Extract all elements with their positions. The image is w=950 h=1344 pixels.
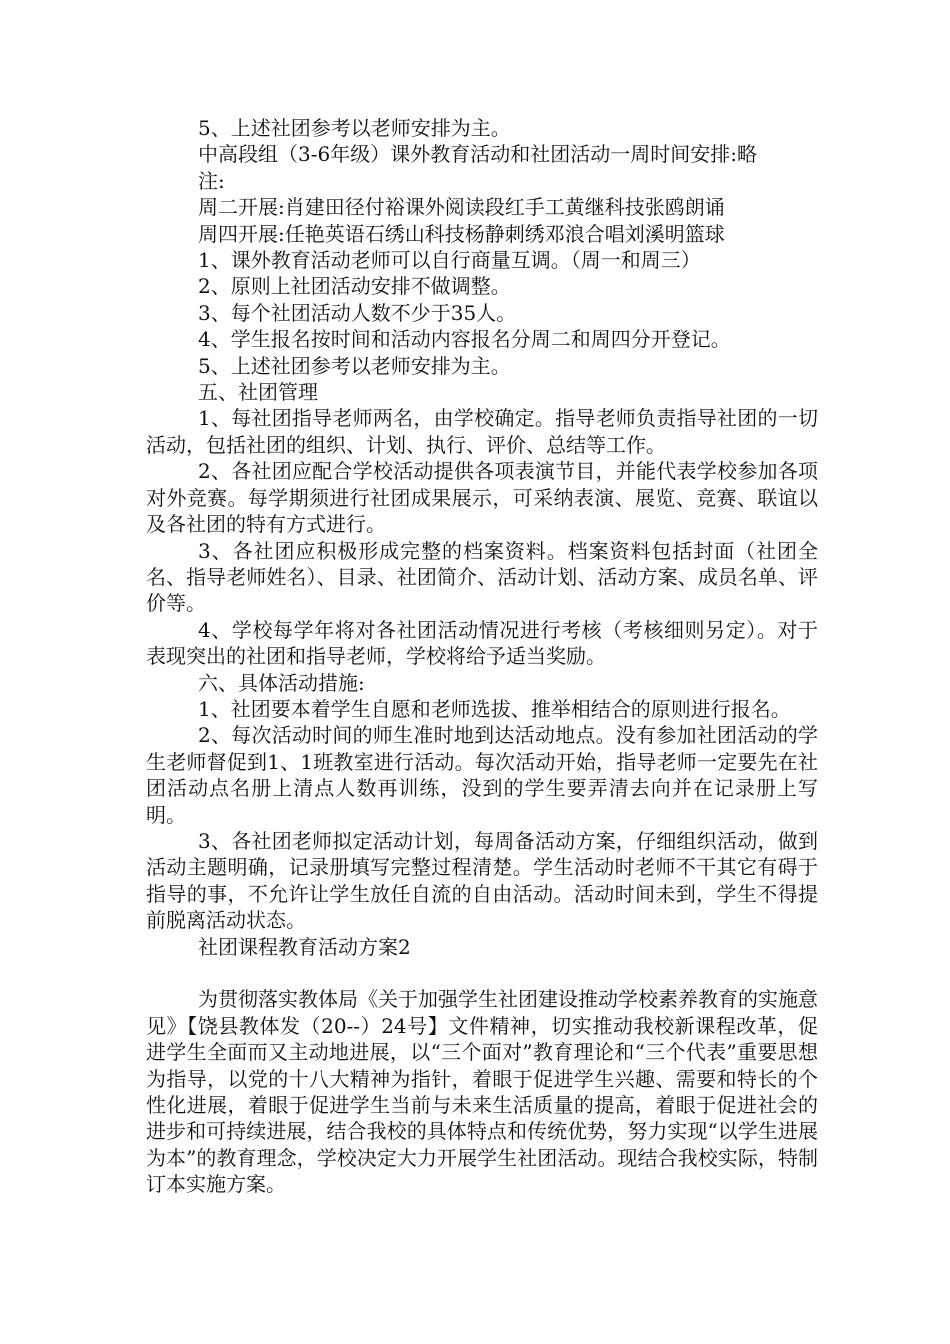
document-subtitle: 社团课程教育活动方案2 (198, 934, 411, 959)
paragraph: 5、上述社团参考以老师安排为主。 (198, 116, 511, 140)
paragraph: 周二开展:肖建田径付裕课外阅读段红手工黄继科技张鸥朗诵 (198, 195, 725, 220)
paragraph: 2、原则上社团活动安排不做调整。 (198, 274, 511, 299)
section-heading: 六、具体活动措施: (198, 670, 365, 695)
paragraph: 1、课外教育活动老师可以自行商量互调。（周一和周三） (198, 248, 701, 273)
paragraph: 4、学校每学年将对各社团活动情况进行考核（考核细则另定）。对于表现突出的社团和指导老师，学校将给予适当奖励。 (146, 617, 818, 669)
document-body (146, 115, 818, 1198)
paragraph: 5、上述社团参考以老师安排为主。 (198, 353, 511, 378)
paragraph: 1、每社团指导老师两名，由学校确定。指导老师负责指导社团的一切活动，包括社团的组织、计划、执行、评价、总结等工作。 (146, 406, 818, 457)
section-heading: 五、社团管理 (198, 380, 318, 405)
blank-line (146, 960, 818, 986)
paragraph: 4、学生报名按时间和活动内容报名分周二和周四分开登记。 (198, 327, 731, 352)
paragraph: 中高段组（3-6年级）课外教育活动和社团活动一周时间安排:略 (198, 142, 757, 167)
paragraph: 注: (198, 168, 225, 193)
paragraph: 3、每个社团活动人数不少于35人。 (198, 300, 517, 325)
paragraph: 3、各社团老师拟定活动计划，每周备活动方案，仔细组织活动，做到活动主题明确，记录册填写完整过程清楚。学生活动时老师不干其它有碍于指导的事，不允许让学生放任自流的自由活动。活动时间未到，学生不得提前脱离活动状态。 (146, 828, 818, 933)
paragraph: 1、社团要本着学生自愿和老师选拔、推举相结合的原则进行报名。 (198, 696, 791, 721)
paragraph: 3、各社团应积极形成完整的档案资料。档案资料包括封面（社团全名、指导老师姓名）、目录、社团简介、活动计划、活动方案、成员名单、评价等。 (146, 538, 818, 616)
paragraph: 2、每次活动时间的师生准时地到达活动地点。没有参加社团活动的学生老师督促到1、1班教室进行活动。每次活动开始，指导老师一定要先在社团活动点名册上清点人数再训练，没到的学生要弄清去向并在记录册上写明。 (146, 723, 818, 827)
paragraph: 2、各社团应配合学校活动提供各项表演节目，并能代表学校参加各项对外竞赛。每学期须进行社团成果展示，可采纳表演、展览、竞赛、联谊以及各社团的特有方式进行。 (146, 459, 818, 537)
paragraph: 为贯彻落实教体局《关于加强学生社团建设推动学校素养教育的实施意见》【饶县教体发（20--）24号】文件精神，切实推动我校新课程改革，促进学生全面而又主动地进展，以“三个面对”教育理论和“三个代表”重要思想为指导，以党的十八大精神为指针，着眼于促进学生兴趣、需要和特长的个性化进展，着眼于促进学生当前与未来生活质量的提高，着眼于促进社会的进步和可持续进展，结合我校的具体特点和传统优势，努力实现“以学生进展为本”的教育理念，学校决定大力开展学生社团活动。现结合我校实际，特制订本实施方案。 (146, 987, 818, 1197)
paragraph: 周四开展:任艳英语石绣山科技杨静刺绣邓浪合唱刘溪明篮球 (198, 221, 725, 246)
